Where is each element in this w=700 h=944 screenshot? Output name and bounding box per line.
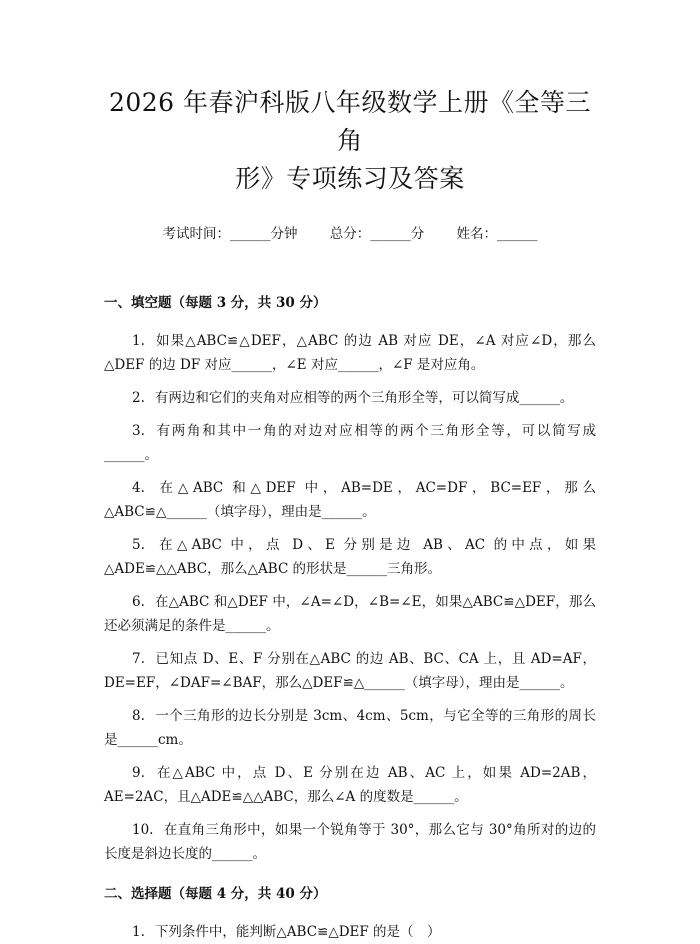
question-text: 如果△ABC≌△DEF，△ABC 的边 AB 对应 DE，∠A 对应∠D，那么△DEF 的边 DF 对应______，∠E 对应______，∠F 是对应角。	[104, 333, 596, 373]
question-number: 4.	[132, 480, 145, 496]
question-item	[104, 704, 596, 752]
exam-time: 考试时间：______分钟	[162, 226, 298, 242]
question-number: 5.	[132, 537, 145, 553]
question-item	[104, 920, 596, 944]
exam-score: 总分：______分	[329, 226, 425, 242]
question-text: 在△ABC 中，点 D、E 分别在边 AB、AC 上，如果 AD=2AB，AE=2AC，且△ADE≌△△ABC，那么∠A 的度数是______。	[104, 765, 596, 805]
question-number: 3.	[132, 423, 145, 439]
question-text: 在直角三角形中，如果一个锐角等于 30°，那么它与 30°角所对的边的长度是斜边长度的______。	[104, 822, 596, 862]
question-item	[104, 419, 596, 467]
title-line-2: 形》专项练习及答案	[235, 164, 465, 193]
exam-meta	[104, 222, 596, 242]
section-title-fill-in: 一、填空题（每题 3 分，共 30 分）	[104, 295, 327, 311]
question-item	[104, 818, 596, 866]
question-text: 有两边和它们的夹角对应相等的两个三角形全等，可以简写成______。	[154, 390, 574, 406]
question-item	[104, 647, 596, 695]
fill-in-question-list	[104, 329, 596, 866]
question-item	[104, 476, 596, 524]
question-item	[104, 386, 596, 410]
question-item	[104, 761, 596, 809]
question-item	[104, 533, 596, 581]
question-text: 下列条件中，能判断△ABC≌△DEF 的是（ ）	[154, 924, 441, 940]
question-item	[104, 590, 596, 638]
title-line-1: 2026 年春沪科版八年级数学上册《全等三角	[108, 88, 592, 155]
exam-name: 姓名：______	[456, 226, 538, 242]
question-text: 在△ABC 中，点 D、E 分别是边 AB、AC 的中点，如果△ADE≌△△ABC，那么△ABC 的形状是______三角形。	[104, 537, 596, 577]
multiple-choice-question-list	[104, 920, 596, 944]
question-number: 1.	[132, 924, 145, 940]
section-title-multiple-choice: 二、选择题（每题 4 分，共 40 分）	[104, 886, 327, 902]
question-number: 2.	[132, 390, 145, 406]
question-number: 9.	[132, 765, 145, 781]
question-number: 6.	[132, 594, 145, 610]
question-number: 1.	[132, 333, 145, 349]
question-text: 有两角和其中一角的对边对应相等的两个三角形全等，可以简写成______。	[104, 423, 596, 463]
question-text: 在△ABC 和△DEF 中，AB=DE，AC=DF，BC=EF，那么△ABC≌△______（填字母），理由是______。	[104, 480, 596, 520]
document-title	[104, 84, 596, 198]
question-text: 一个三角形的边长分别是 3cm、4cm、5cm，与它全等的三角形的周长是______cm。	[104, 708, 596, 748]
question-text: 在△ABC 和△DEF 中，∠A=∠D，∠B=∠E，如果△ABC≌△DEF，那么还必须满足的条件是______。	[104, 594, 596, 634]
question-number: 8.	[132, 708, 145, 724]
question-item	[104, 329, 596, 377]
question-number: 10.	[132, 822, 154, 838]
question-number: 7.	[132, 651, 145, 667]
question-text: 已知点 D、E、F 分别在△ABC 的边 AB、BC、CA 上，且 AD=AF，DE=EF，∠DAF=∠BAF，那么△DEF≌△______（填字母），理由是______。	[104, 651, 596, 691]
